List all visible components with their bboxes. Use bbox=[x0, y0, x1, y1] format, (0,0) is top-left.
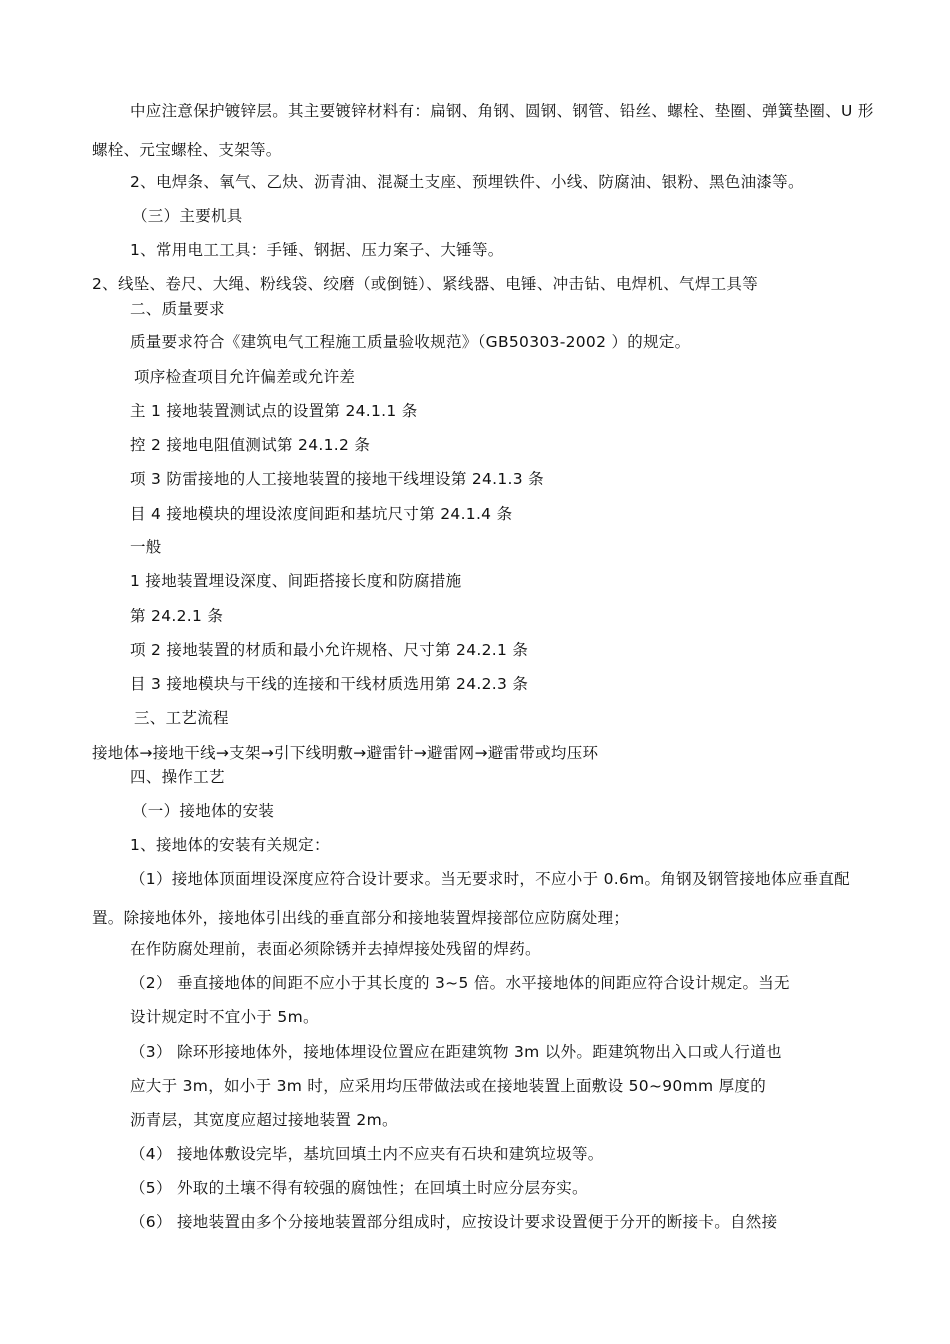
text-line: 一般 bbox=[130, 538, 162, 556]
text-line: 项 2 接地装置的材质和最小允许规格、尺寸第 24.2.1 条 bbox=[130, 641, 529, 659]
text-line: 主 1 接地装置测试点的设置第 24.1.1 条 bbox=[130, 402, 418, 420]
text-line: 控 2 接地电阻值测试第 24.1.2 条 bbox=[130, 436, 371, 454]
section-heading: （一）接地体的安装 bbox=[132, 802, 275, 820]
text-line: 第 24.2.1 条 bbox=[130, 607, 224, 625]
text-line: 中应注意保护镀锌层。其主要镀锌材料有：扁钢、角钢、圆钢、钢管、铅丝、螺栓、垫圈、弹簧垫圈、U 形 bbox=[130, 102, 874, 120]
section-heading: 三、工艺流程 bbox=[134, 709, 229, 727]
text-line: 1 接地装置埋设深度、间距搭接长度和防腐措施 bbox=[130, 572, 462, 590]
text-line: （1）接地体顶面埋设深度应符合设计要求。当无要求时，不应小于 0.6m。角钢及钢管接地体应垂直配 bbox=[130, 870, 850, 888]
text-line: （3） 除环形接地体外，接地体埋设位置应在距建筑物 3m 以外。距建筑物出入口或人行道也 bbox=[130, 1043, 782, 1061]
section-heading: 二、质量要求 bbox=[130, 300, 225, 318]
text-line: （4） 接地体敷设完毕，基坑回填土内不应夹有石块和建筑垃圾等。 bbox=[130, 1145, 604, 1163]
text-line: 设计规定时不宜小于 5m。 bbox=[130, 1008, 319, 1026]
text-line: 质量要求符合《建筑电气工程施工质量验收规范》（GB50303-2002 ）的规定。 bbox=[130, 333, 691, 351]
text-line: 目 4 接地模块的埋设浓度间距和基坑尺寸第 24.1.4 条 bbox=[130, 505, 513, 523]
text-line: 接地体→接地干线→支架→引下线明敷→避雷针→避雷网→避雷带或均压环 bbox=[92, 744, 599, 762]
text-line: 1、常用电工工具：手锤、钢据、压力案子、大锤等。 bbox=[130, 241, 504, 259]
text-line: 在作防腐处理前，表面必须除锈并去掉焊接处残留的焊药。 bbox=[130, 940, 541, 958]
text-line: 项序检查项目允许偏差或允许差 bbox=[134, 368, 356, 386]
text-line: （5） 外取的土壤不得有较强的腐蚀性；在回填土时应分层夯实。 bbox=[130, 1179, 588, 1197]
text-line: 螺栓、元宝螺栓、支架等。 bbox=[92, 141, 282, 159]
section-heading: （三）主要机具 bbox=[132, 207, 243, 225]
text-line: （2） 垂直接地体的间距不应小于其长度的 3~5 倍。水平接地体的间距应符合设计规定。当无 bbox=[130, 974, 790, 992]
text-line: 目 3 接地模块与干线的连接和干线材质选用第 24.2.3 条 bbox=[130, 675, 529, 693]
text-line: 2、电焊条、氧气、乙炔、沥青油、混凝土支座、预埋铁件、小线、防腐油、银粉、黑色油漆等。 bbox=[130, 173, 804, 191]
text-line: 1、接地体的安装有关规定： bbox=[130, 836, 330, 854]
text-line: （6） 接地装置由多个分接地装置部分组成时，应按设计要求设置便于分开的断接卡。自然接 bbox=[130, 1213, 778, 1231]
text-line: 项 3 防雷接地的人工接地装置的接地干线埋设第 24.1.3 条 bbox=[130, 470, 544, 488]
text-line: 2、线坠、卷尺、大绳、粉线袋、绞磨（或倒链）、紧线器、电锤、冲击钻、电焊机、气焊工具等 bbox=[92, 275, 759, 293]
text-line: 置。除接地体外，接地体引出线的垂直部分和接地装置焊接部位应防腐处理； bbox=[92, 909, 630, 927]
section-heading: 四、操作工艺 bbox=[130, 768, 225, 786]
text-line: 沥青层，其宽度应超过接地装置 2m。 bbox=[130, 1111, 398, 1129]
text-line: 应大于 3m，如小于 3m 时，应采用均压带做法或在接地装置上面敷设 50~90mm 厚度的 bbox=[130, 1077, 766, 1095]
